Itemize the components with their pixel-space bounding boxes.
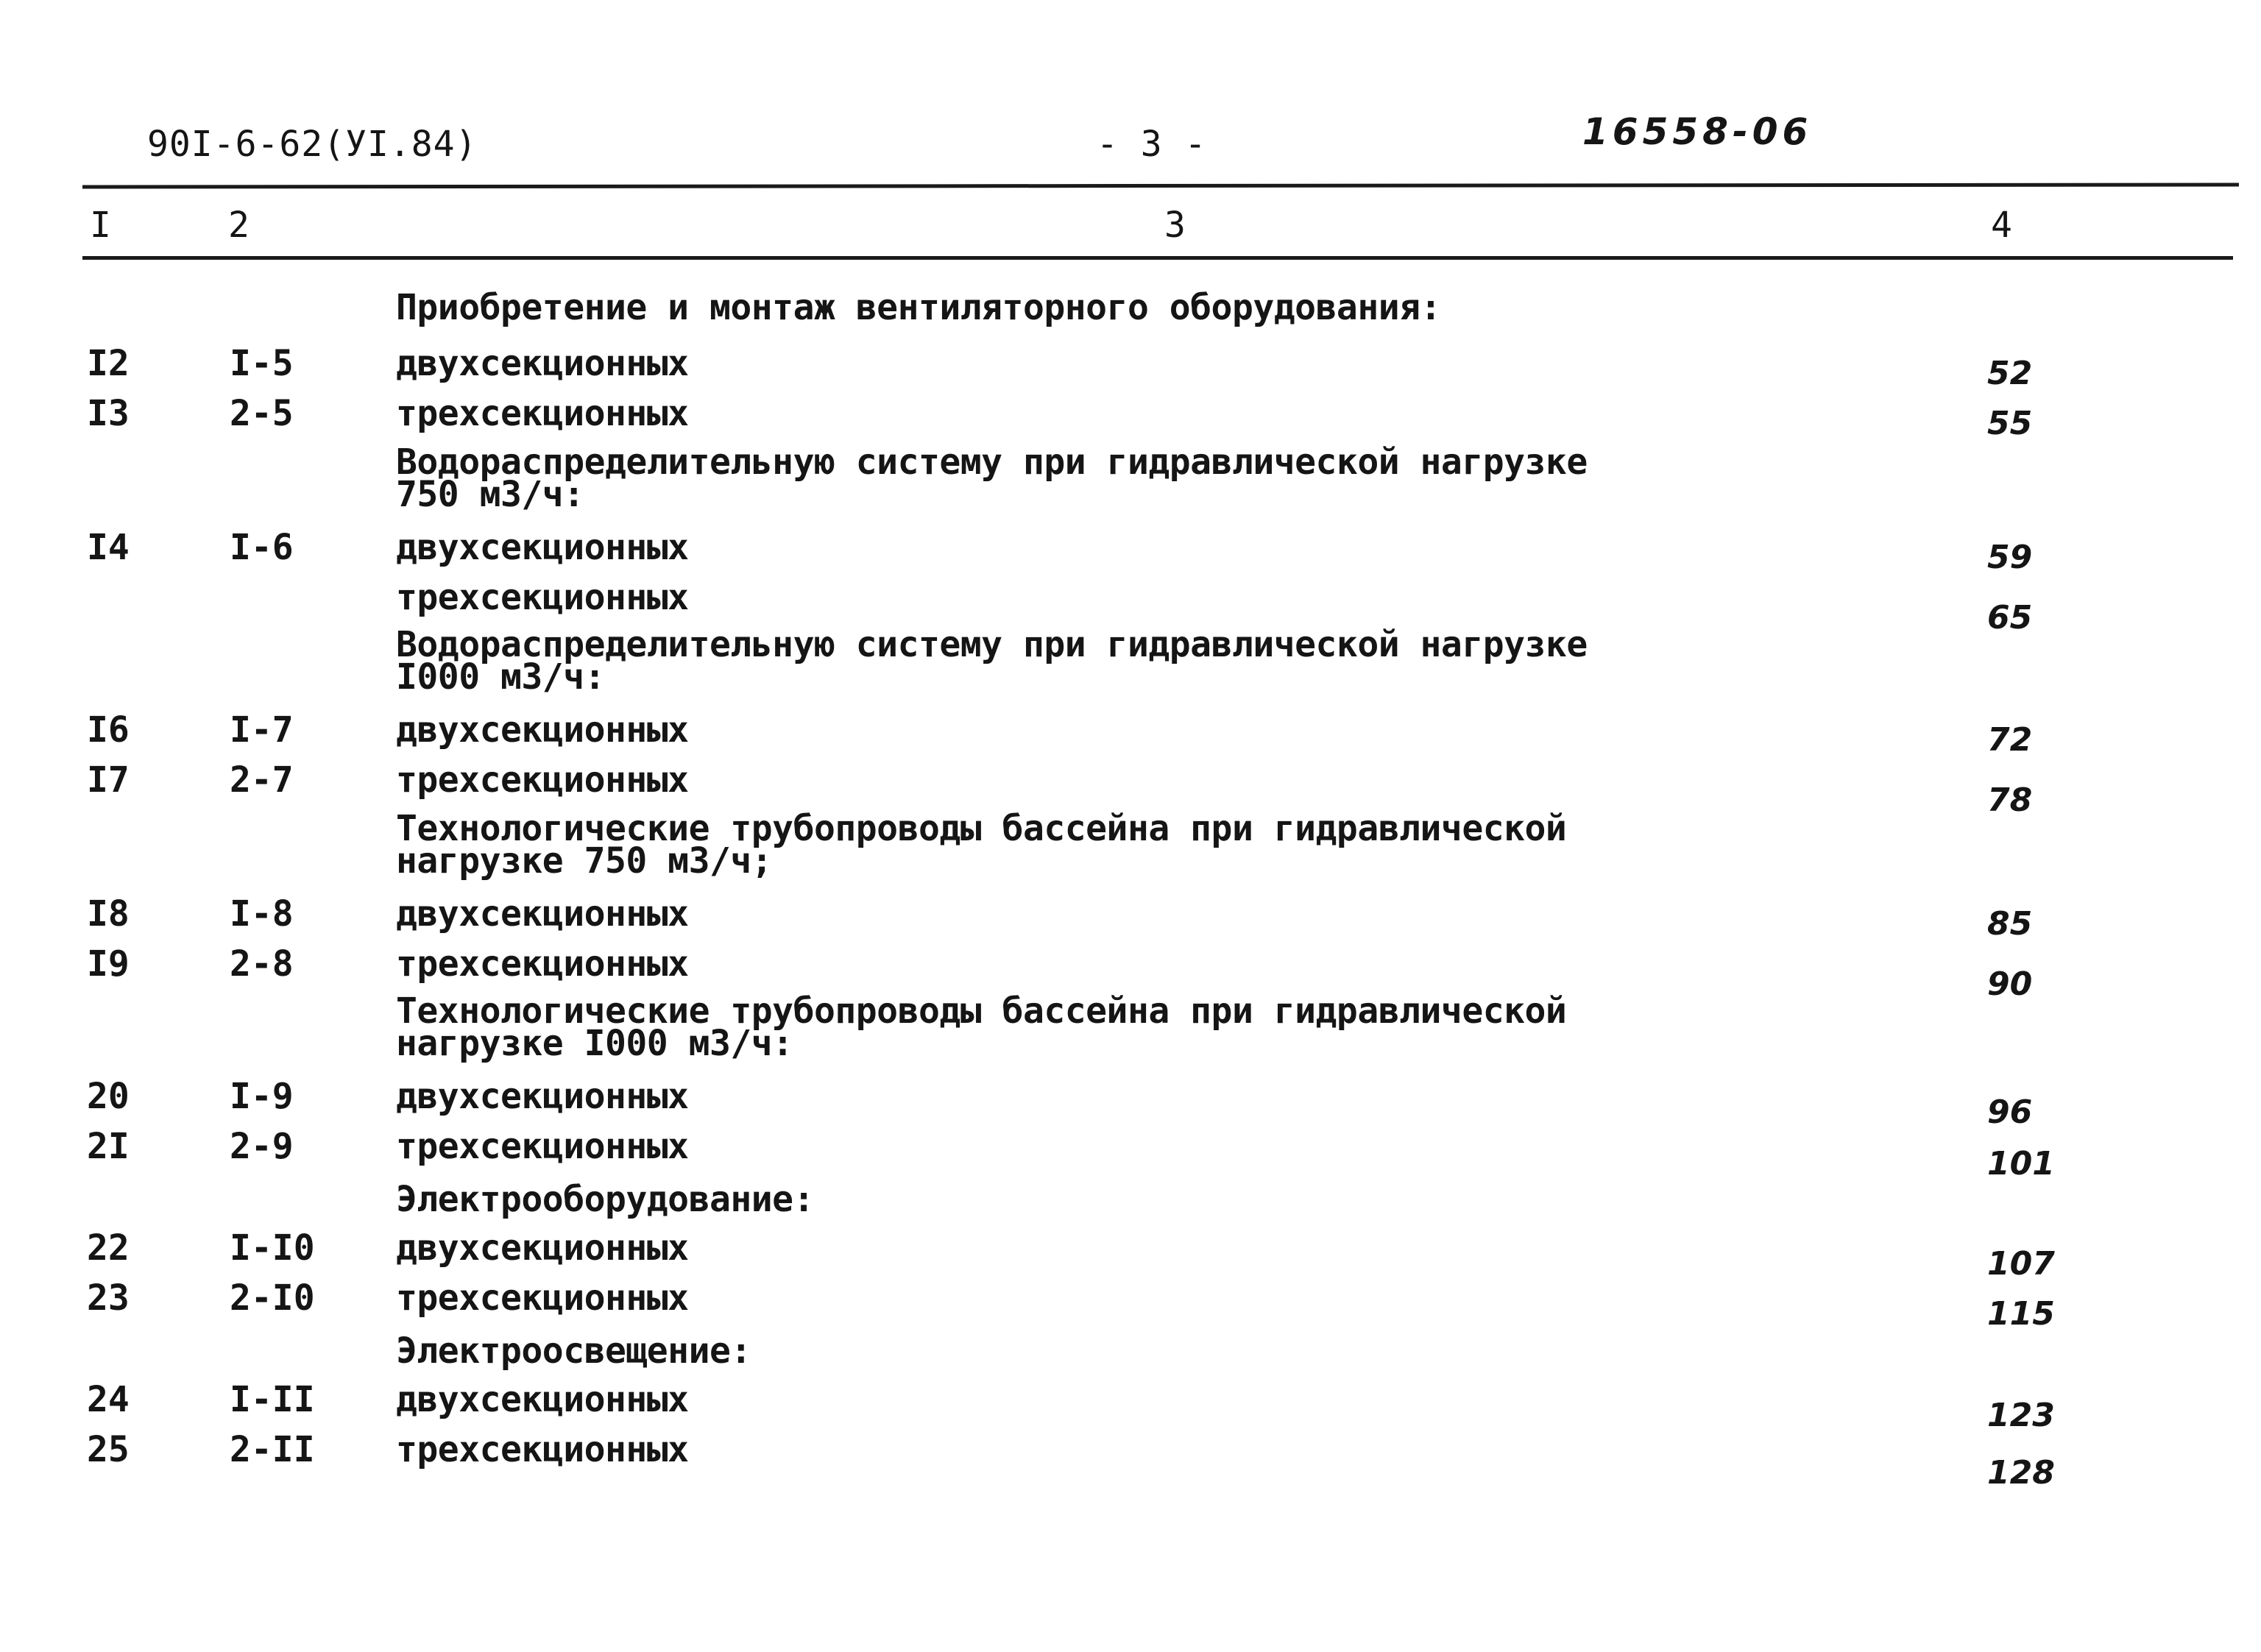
row-number: 22 (87, 1227, 130, 1269)
table-row (0, 393, 2261, 442)
row-page: 85 (1987, 905, 2033, 943)
row-number: I4 (87, 527, 130, 568)
row-code: 2-II (230, 1429, 315, 1470)
row-code: 2-8 (230, 943, 294, 985)
row-number: I2 (87, 343, 130, 384)
row-name: двухсекционных (396, 343, 689, 384)
document-code: 90I-6-62(УI.84) (147, 124, 478, 165)
row-number: I7 (87, 759, 130, 801)
row-number: 24 (87, 1379, 130, 1420)
table-row (0, 527, 2261, 576)
column-header-1: I (90, 205, 111, 246)
row-name: трехсекционных (396, 1429, 689, 1470)
row-code: I-8 (230, 893, 294, 935)
row-page: 123 (1987, 1397, 2055, 1434)
column-header-3: 3 (1164, 205, 1186, 246)
table-header-rule (82, 256, 2233, 260)
table-row (0, 1227, 2261, 1283)
section-heading-water-distribution-1000: Водораспределительную систему при гидравлической нагрузке I000 м3/ч: (396, 624, 1588, 698)
row-page: 59 (1987, 539, 2033, 576)
row-page: 96 (1987, 1093, 2033, 1131)
row-code: 2-5 (230, 393, 294, 434)
row-name: трехсекционных (396, 759, 689, 801)
row-page: 78 (1987, 781, 2033, 819)
section-heading-electrical-equipment: Электрооборудование: (396, 1179, 814, 1220)
row-number: 20 (87, 1076, 130, 1117)
table-row (0, 1277, 2261, 1333)
row-number: 2I (87, 1126, 130, 1167)
row-name: двухсекционных (396, 527, 689, 568)
column-header-4: 4 (1991, 205, 2012, 246)
row-name: трехсекционных (396, 1126, 689, 1167)
row-number: I6 (87, 709, 130, 751)
row-page: 55 (1987, 405, 2033, 442)
row-page: 65 (1987, 599, 2033, 637)
section-heading-electric-lighting: Электроосвещение: (396, 1330, 751, 1372)
page-number: - 3 - (1097, 124, 1207, 165)
table-row (0, 709, 2261, 759)
row-code: I-II (230, 1379, 315, 1420)
row-code: I-5 (230, 343, 294, 384)
table-row (0, 343, 2261, 392)
column-header-2: 2 (228, 205, 250, 246)
row-number: 23 (87, 1277, 130, 1319)
section-heading-pipelines-1000: Технологические трубопроводы бассейна при гидравлической нагрузке I000 м3/ч: (396, 990, 1567, 1064)
table-row (0, 1379, 2261, 1434)
section-heading-water-distribution-750: Водораспределительную систему при гидравлической нагрузке 750 м3/ч: (396, 442, 1588, 515)
row-name: двухсекционных (396, 1227, 689, 1269)
table-row (0, 893, 2261, 943)
row-name: двухсекционных (396, 709, 689, 751)
row-name: трехсекционных (396, 943, 689, 985)
row-name: двухсекционных (396, 1379, 689, 1420)
row-page: 72 (1987, 721, 2033, 759)
table-top-rule (82, 182, 2239, 188)
row-name: двухсекционных (396, 893, 689, 935)
table-row (0, 943, 2261, 1003)
row-code: 2-I0 (230, 1277, 315, 1319)
row-page: 115 (1987, 1295, 2055, 1333)
table-row (0, 577, 2261, 637)
row-code: 2-7 (230, 759, 294, 801)
row-code: I-I0 (230, 1227, 315, 1269)
handwritten-inventory-number: 16558-06 (1582, 110, 1813, 153)
row-number: I8 (87, 893, 130, 935)
row-code: I-6 (230, 527, 294, 568)
row-name: двухсекционных (396, 1076, 689, 1117)
table-row (0, 1126, 2261, 1183)
row-page: 128 (1987, 1454, 2055, 1492)
row-code: I-7 (230, 709, 294, 751)
row-number: 25 (87, 1429, 130, 1470)
row-page: 107 (1987, 1245, 2055, 1283)
table-row (0, 759, 2261, 819)
row-name: трехсекционных (396, 393, 689, 434)
table-row (0, 1076, 2261, 1131)
row-number: I3 (87, 393, 130, 434)
row-name: трехсекционных (396, 1277, 689, 1319)
row-number: I9 (87, 943, 130, 985)
section-heading-pipelines-750: Технологические трубопроводы бассейна при гидравлической нагрузке 750 м3/ч; (396, 808, 1567, 882)
row-code: I-9 (230, 1076, 294, 1117)
table-row (0, 1429, 2261, 1492)
row-page: 52 (1987, 355, 2033, 392)
row-name: трехсекционных (396, 577, 689, 618)
section-heading-fan-equipment: Приобретение и монтаж вентиляторного оборудования: (396, 287, 1441, 328)
row-page: 101 (1987, 1145, 2055, 1183)
row-page: 90 (1987, 965, 2033, 1003)
row-code: 2-9 (230, 1126, 294, 1167)
